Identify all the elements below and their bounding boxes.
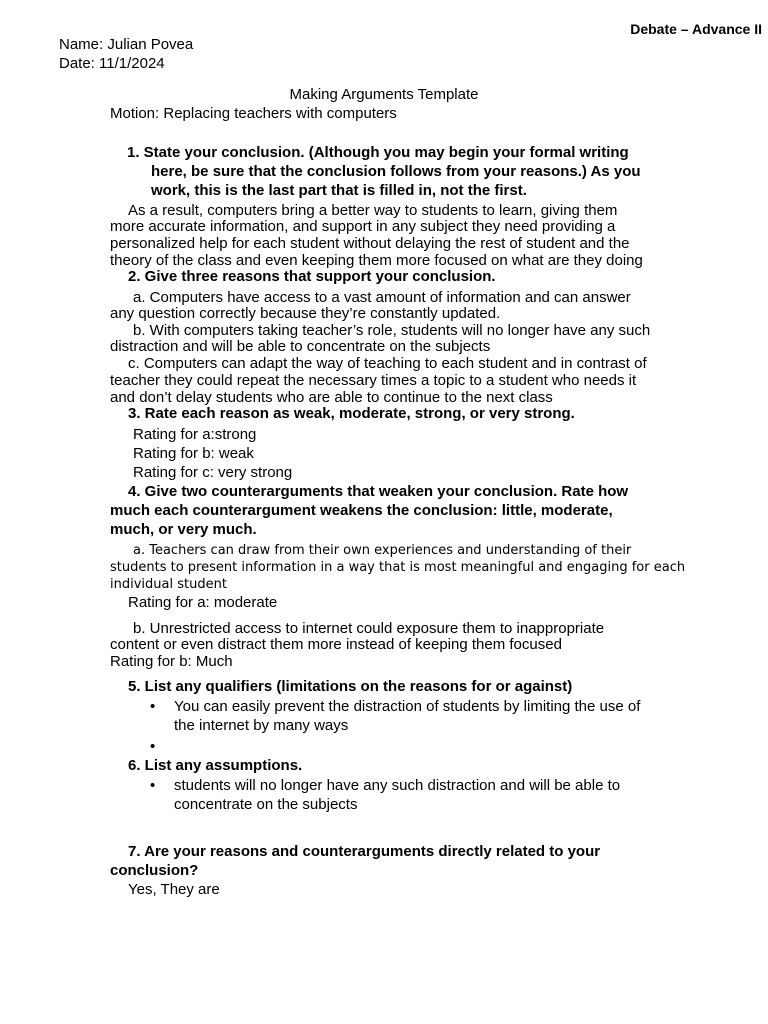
rating-c: Rating for c: very strong bbox=[133, 464, 293, 481]
q2-reason-c-line-3: and don’t delay students who are able to continue to the next class bbox=[110, 389, 553, 406]
q2-reason-a-line-2: any question correctly because they’re constantly updated. bbox=[110, 305, 501, 322]
q1-line-2: here, be sure that the conclusion follows from your reasons.) As you bbox=[151, 163, 641, 180]
rating-b: Rating for b: weak bbox=[133, 445, 254, 462]
q4-counter-a-line-1: a. Teachers can draw from their own experiences and understanding of their bbox=[133, 543, 632, 558]
q1-answer-line-3: personalized help for each student without delaying the rest of student and the bbox=[110, 235, 630, 252]
motion: Motion: Replacing teachers with computers bbox=[110, 105, 397, 122]
rating-a: Rating for a:strong bbox=[133, 426, 257, 443]
q2-heading: 2. Give three reasons that support your conclusion. bbox=[128, 268, 496, 285]
q1-line-3: work, this is the last part that is filled in, not the first. bbox=[151, 182, 527, 199]
q4-counter-a-line-2: students to present information in a way that is most meaningful and engaging for each bbox=[110, 560, 686, 575]
q4-line-2: much each counterargument weakens the conclusion: little, moderate, bbox=[110, 502, 613, 519]
q4-counter-b-line-2: content or even distract them more instead of keeping them focused bbox=[110, 636, 562, 653]
q5-bullet-1-line-2: the internet by many ways bbox=[174, 717, 349, 734]
q1-answer-line-4: theory of the class and even keeping them more focused on what are they doing bbox=[110, 252, 643, 269]
q5-heading: 5. List any qualifiers (limitations on the reasons for or against) bbox=[128, 678, 573, 695]
q1-answer-line-1: As a result, computers bring a better way to students to learn, giving them bbox=[128, 202, 618, 219]
student-name: Name: Julian Povea bbox=[59, 36, 194, 53]
q2-reason-a-line-1: a. Computers have access to a vast amount of information and can answer bbox=[133, 289, 631, 306]
q1-answer-line-2: more accurate information, and support in any subject they need providing a bbox=[110, 218, 616, 235]
q7-line-1: 7. Are your reasons and counterarguments directly related to your bbox=[128, 843, 601, 860]
q4-counter-a-line-3: individual student bbox=[110, 577, 227, 592]
q1-line-1: 1. State your conclusion. (Although you may begin your formal writing bbox=[127, 144, 629, 161]
q5-bullet-1-line-1: • You can easily prevent the distraction of students by limiting the use of bbox=[174, 698, 640, 715]
q6-bullet-1-line-2: concentrate on the subjects bbox=[174, 796, 358, 813]
q3-heading: 3. Rate each reason as weak, moderate, strong, or very strong. bbox=[128, 405, 575, 422]
q6-bullet-1-line-1: • students will no longer have any such distraction and will be able to bbox=[174, 777, 620, 794]
rating-counter-b: Rating for b: Much bbox=[110, 653, 233, 670]
course-header: Debate – Advance II bbox=[630, 21, 762, 37]
q4-counter-b-line-1: b. Unrestricted access to internet could exposure them to inappropriate bbox=[133, 620, 605, 637]
q7-line-2: conclusion? bbox=[110, 862, 199, 879]
q2-reason-b-line-2: distraction and will be able to concentrate on the subjects bbox=[110, 338, 491, 355]
q6-heading: 6. List any assumptions. bbox=[128, 757, 303, 774]
q2-reason-b-line-1: b. With computers taking teacher’s role, students will no longer have any such bbox=[133, 322, 651, 339]
rating-counter-a: Rating for a: moderate bbox=[128, 594, 278, 611]
q4-line-3: much, or very much. bbox=[110, 521, 257, 538]
page-title: Making Arguments Template bbox=[289, 86, 479, 103]
q2-reason-c-line-1: c. Computers can adapt the way of teaching to each student and in contrast of bbox=[128, 355, 647, 372]
date: Date: 11/1/2024 bbox=[59, 55, 165, 72]
q7-answer: Yes, They are bbox=[128, 881, 220, 898]
q4-line-1: 4. Give two counterarguments that weaken your conclusion. Rate how bbox=[128, 483, 629, 500]
q2-reason-c-line-2: teacher they could repeat the necessary times a topic to a student who needs it bbox=[110, 372, 637, 389]
